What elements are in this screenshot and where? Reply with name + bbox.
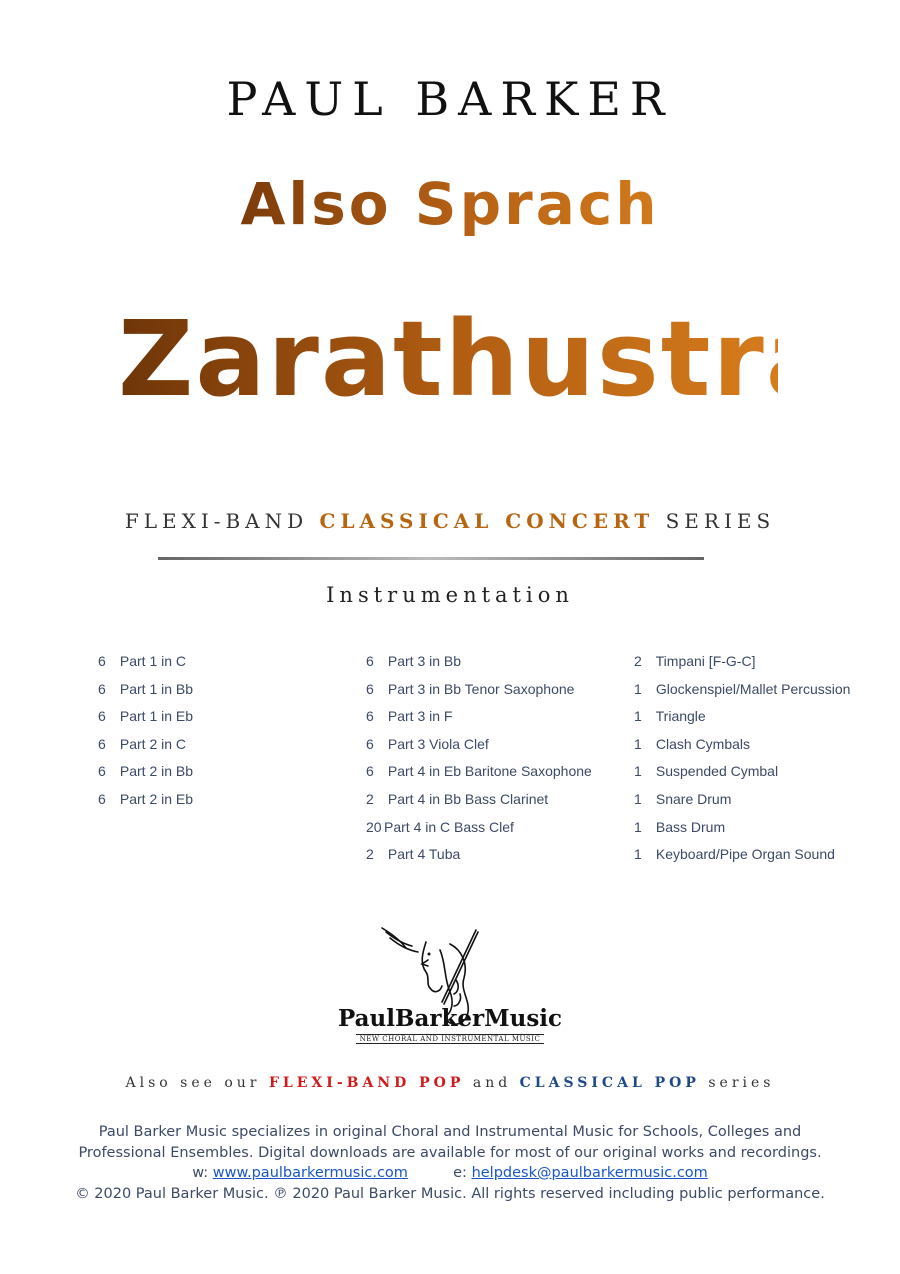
list-item: 6 Part 2 in C (98, 735, 187, 752)
parts-column-1 (98, 648, 193, 814)
email-link[interactable]: helpdesk@paulbarkermusic.com (471, 1165, 708, 1181)
list-item: 6 Part 1 in Eb (98, 708, 194, 725)
series-banner (0, 509, 900, 533)
list-item: 6 Part 1 in Bb (98, 680, 194, 697)
parts-column-3 (634, 648, 850, 869)
list-item: 6 Part 4 in Eb Baritone Saxophone (366, 763, 592, 780)
list-item: 2 Timpani [F-G-C] (634, 653, 756, 669)
series-highlight: CLASSICAL CONCERT (319, 509, 655, 533)
copyright: © 2020 Paul Barker Music. ℗ 2020 Paul Barker Music. All rights reserved including public performance. (75, 1185, 825, 1202)
website-link[interactable]: www.paulbarkermusic.com (212, 1165, 408, 1181)
list-item: 1 Triangle (634, 708, 706, 725)
list-item: 6 Part 3 in F (366, 708, 453, 725)
series-prefix: FLEXI-BAND (124, 509, 309, 533)
also-see-line: Also see our FLEXI-BAND POP and CLASSICAL POP series (125, 1075, 775, 1091)
list-item: 6 Part 1 in C (98, 653, 187, 669)
list-item: 6 Part 3 in Bb Tenor Saxophone (366, 680, 575, 697)
logo-tagline: NEW CHORAL AND INSTRUMENTAL MUSIC (0, 1035, 900, 1043)
footer-contacts: w: www.paulbarkermusic.com e: helpdesk@paulbarkermusic.com (192, 1165, 708, 1181)
list-item: 6 Part 3 in Bb (366, 653, 462, 669)
parts-column-2 (366, 648, 592, 869)
title-line-2: Zarathustra (118, 298, 838, 420)
list-item: 1 Bass Drum (634, 818, 726, 835)
list-item: 1 Clash Cymbals (634, 735, 751, 752)
list-item: 2 Part 4 Tuba (366, 846, 461, 863)
list-item: 6 Part 3 Viola Clef (366, 735, 489, 752)
list-item: 6 Part 2 in Bb (98, 763, 194, 780)
footer (0, 1122, 900, 1204)
list-item: 6 Part 2 in Eb (98, 790, 194, 807)
list-item: 1 Keyboard/Pipe Organ Sound (634, 846, 835, 863)
logo-name: PaulBarkerMusic (337, 1005, 563, 1032)
list-item: 1 Snare Drum (634, 790, 732, 807)
list-item: 1 Glockenspiel/Mallet Percussion (634, 680, 851, 697)
footer-line-1: Paul Barker Music specializes in original Choral and Instrumental Music for Schools, Colleges and (98, 1124, 802, 1140)
flexi-band-pop-link: FLEXI-BAND POP (268, 1075, 465, 1091)
composer-name: PAUL BARKER (226, 72, 674, 126)
footer-line-2: Professional Ensembles. Digital downloads are available for most of our original works and recordings. (78, 1144, 822, 1161)
list-item: 1 Suspended Cymbal (634, 763, 779, 780)
title-line-1: Also Sprach (235, 170, 665, 238)
instrumentation-heading: Instrumentation (326, 583, 574, 607)
list-item: 20 Part 4 in C Bass Clef (366, 818, 514, 835)
list-item: 2 Part 4 in Bb Bass Clarinet (366, 790, 549, 807)
divider-line (158, 557, 704, 560)
classical-pop-link: CLASSICAL POP (519, 1075, 700, 1091)
series-suffix: SERIES (665, 509, 776, 533)
